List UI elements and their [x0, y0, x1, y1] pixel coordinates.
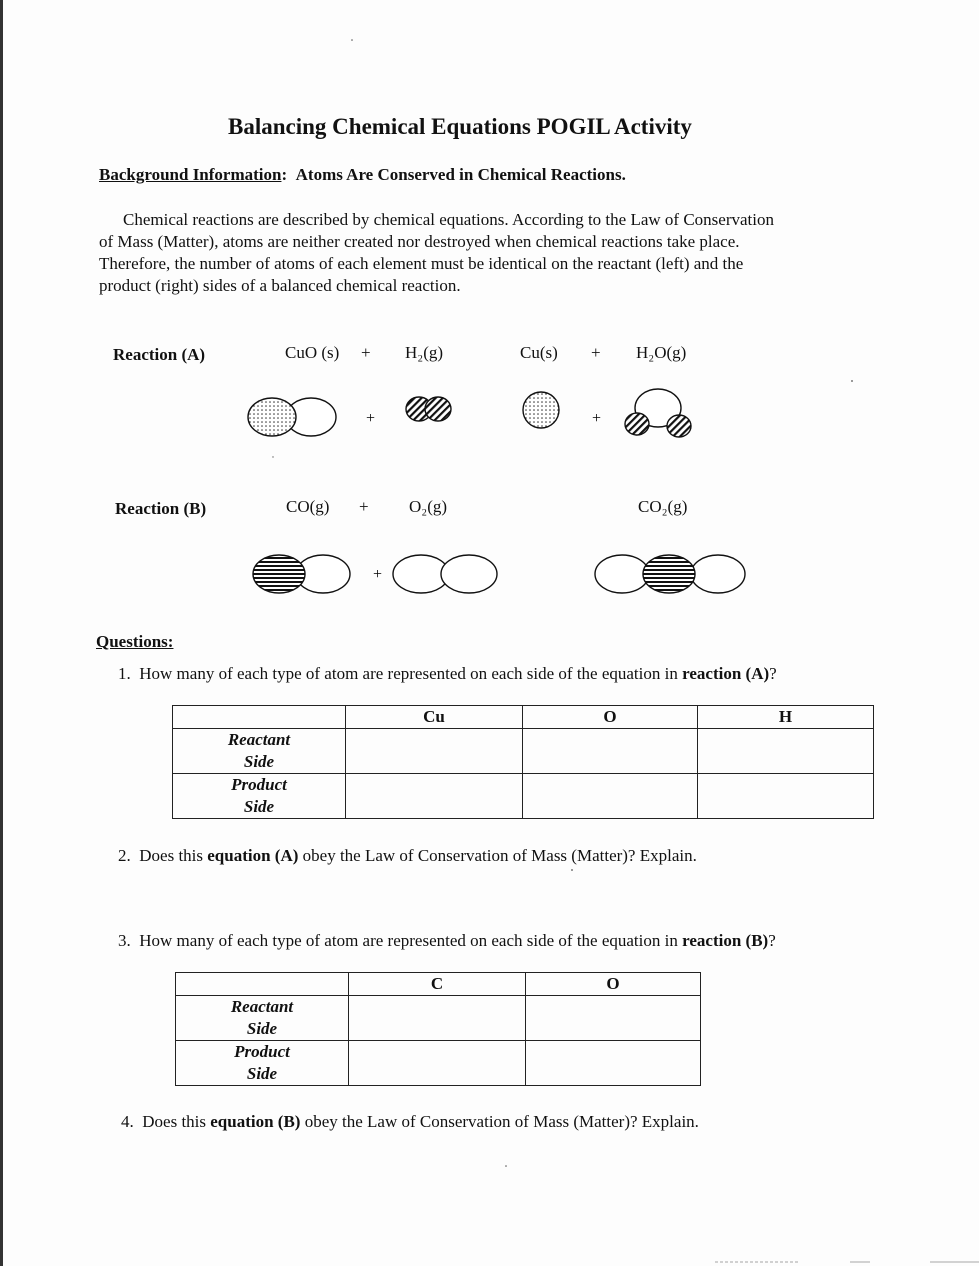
table-b-header-o: O	[526, 973, 701, 996]
question-1-number: 1.	[118, 664, 131, 683]
reaction-a-product-1: Cu(s)	[520, 343, 558, 362]
questions-heading: Questions:	[96, 632, 174, 651]
question-4-end: obey the Law of Conservation of Mass (Matter)? Explain.	[300, 1112, 699, 1131]
plus-sign-2: +	[592, 410, 602, 427]
reaction-b-plus-1: +	[359, 497, 369, 516]
reaction-a-reactant-1: CuO (s)	[285, 343, 340, 362]
table-b-row-product: Product Side	[176, 1041, 349, 1086]
table-a-header-cu: Cu	[346, 706, 523, 729]
question-2-equation-ref: equation (A)	[207, 846, 299, 865]
reaction-b-label: Reaction (B)	[115, 499, 207, 518]
question-2-end: obey the Law of Conservation of Mass (Matter)? Explain.	[298, 846, 697, 865]
question-2-text: Does this	[139, 846, 208, 865]
table-b-header-c: C	[349, 973, 526, 996]
table-a-header-o: O	[523, 706, 698, 729]
paragraph-line-4: product (right) sides of a balanced chemical reaction.	[99, 276, 461, 295]
question-4-equation-ref: equation (B)	[210, 1112, 301, 1131]
background-subheading: Atoms Are Conserved in Chemical Reactions.	[295, 165, 626, 184]
table-b-row-reactant: Reactant Side	[176, 996, 349, 1041]
reaction-a-reactant-2: H₂(g)	[405, 343, 444, 362]
question-1-reaction-ref: reaction (A)	[682, 664, 770, 683]
question-3-text: How many of each type of atom are represented on each side of the equation in	[139, 931, 683, 950]
question-1-end: ?	[769, 664, 777, 683]
reaction-a-product-2: H₂O(g)	[636, 343, 687, 362]
reaction-b-reactant-2: O₂(g)	[409, 497, 448, 516]
plus-sign-1: +	[366, 410, 376, 427]
question-2-number: 2.	[118, 846, 131, 865]
table-a-row-reactant: Reactant Side	[173, 729, 346, 774]
background-heading: Background Information	[99, 165, 282, 184]
table-a-header-h: H	[698, 706, 874, 729]
question-1-text: How many of each type of atom are represented on each side of the equation in	[139, 664, 683, 683]
paragraph-line-2: of Mass (Matter), atoms are neither created nor destroyed when chemical reactions take place.	[99, 232, 740, 251]
table-a-row-product: Product Side	[173, 774, 346, 819]
question-3-number: 3.	[118, 931, 131, 950]
background-heading-line: Background Information: Atoms Are Conserved in Chemical Reactions.	[99, 165, 626, 184]
reaction-a-label: Reaction (A)	[113, 345, 206, 364]
paragraph-line-1: Chemical reactions are described by chemical equations. According to the Law of Conservation	[123, 210, 774, 229]
question-3-reaction-ref: reaction (B)	[682, 931, 769, 950]
paragraph-line-3: Therefore, the number of atoms of each element must be identical on the reactant (left) and the	[99, 254, 744, 273]
reaction-a-plus-2: +	[591, 343, 601, 362]
reaction-b-product-1: CO₂(g)	[638, 497, 688, 516]
reaction-a-plus-1: +	[361, 343, 371, 362]
page-title: Balancing Chemical Equations POGIL Activity	[228, 114, 692, 139]
question-4-text: Does this	[142, 1112, 211, 1131]
plus-sign-3: +	[373, 566, 383, 583]
reaction-b-reactant-1: CO(g)	[286, 497, 330, 516]
question-4-number: 4.	[121, 1112, 134, 1131]
question-3-end: ?	[768, 931, 776, 950]
